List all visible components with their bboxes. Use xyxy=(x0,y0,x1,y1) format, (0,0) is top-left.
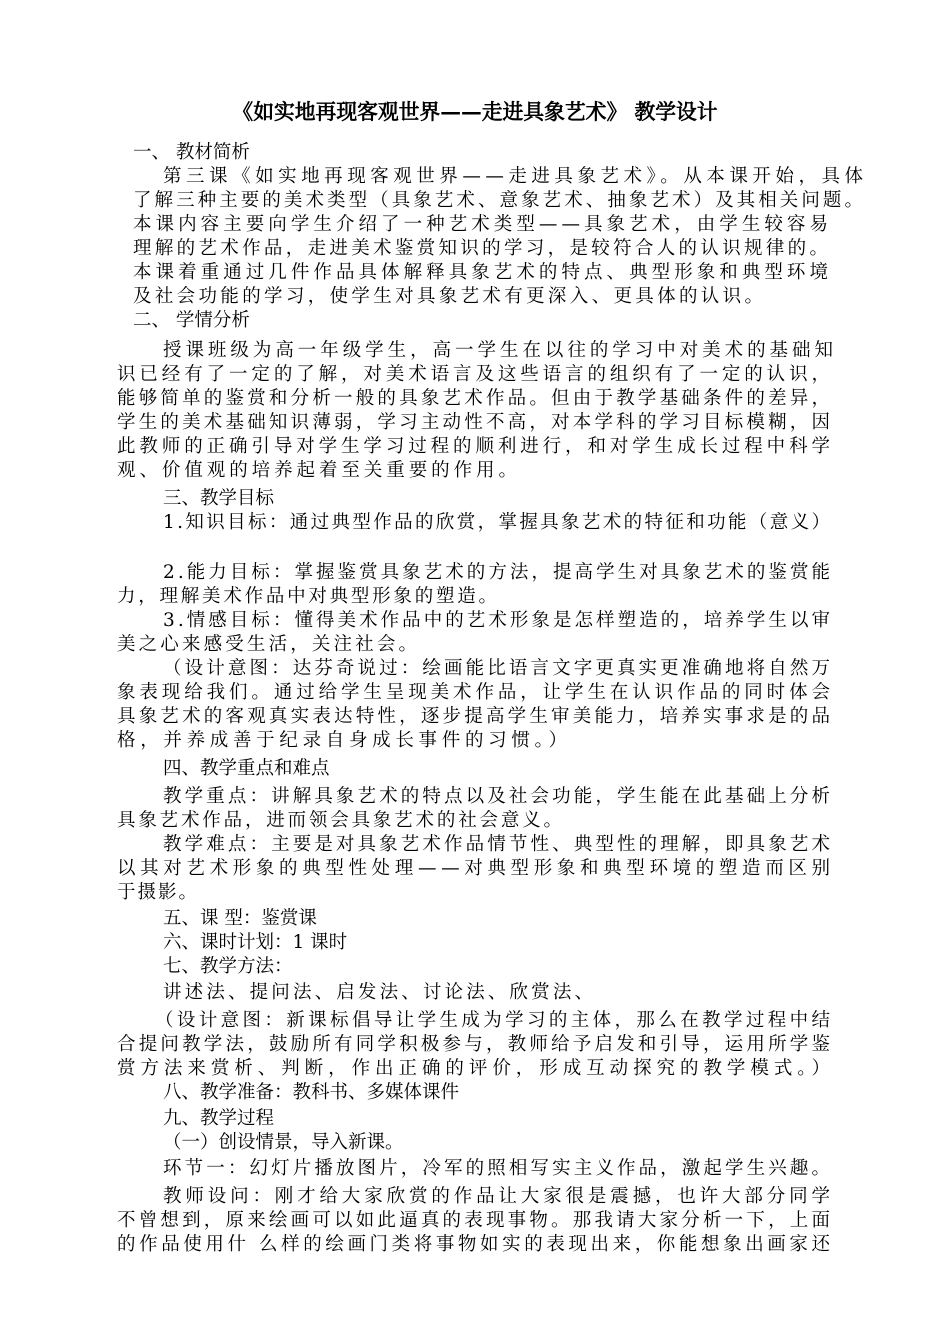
text-line: 了解三种主要的美术类型（具象艺术、意象艺术、抽象艺术）及其相关问题。 xyxy=(133,190,867,211)
text-line: （设计意图：新课标倡导让学生成为学习的主体，那么在教学过程中结 xyxy=(155,1010,834,1031)
document-title: 《如实地再现客观世界——走进具象艺术》 教学设计 xyxy=(232,99,718,124)
text-line: 美之心来感受生活，关注社会。 xyxy=(117,634,421,655)
text-line: 九、教学过程 xyxy=(163,1108,275,1129)
text-line: 识已经有了一定的了解，对美术语言及这些语言的组织有了一定的认识， xyxy=(117,364,834,385)
text-line: 一、 教材简析 xyxy=(133,142,250,163)
text-line: 合提问教学法，鼓励所有同学积极参与，教师给予启发和引导，运用所学鉴 xyxy=(117,1034,834,1055)
text-line: 七、教学方法： xyxy=(163,956,293,977)
text-line: 不曾想到，原来绘画可以如此逼真的表现事物。那我请大家分析一下，上面 xyxy=(117,1210,834,1231)
text-line: 于摄影。 xyxy=(117,882,199,903)
text-line: （设计意图：达芬奇说过：绘画能比语言文字更真实更准确地将自然万 xyxy=(163,658,834,679)
text-line: 理解的艺术作品，走进美术鉴赏知识的学习，是较符合人的认识规律的。 xyxy=(133,238,832,259)
text-line: 具象艺术的客观真实表达特性，逐步提高学生审美能力，培养实事求是的品 xyxy=(117,706,834,727)
text-line: 第三课《如实地再现客观世界——走进具象艺术》。从本课开始，具体 xyxy=(163,166,868,187)
text-line: 授课班级为高一年级学生，高一学生在以往的学习中对美术的基础知 xyxy=(163,340,837,361)
text-line: 格，并养成善于纪录自身成长事件的习惯。） xyxy=(117,730,572,751)
text-line: 本课内容主要向学生介绍了一种艺术类型——具象艺术，由学生较容易 xyxy=(133,214,833,235)
text-line: 学生的美术基础知识薄弱，学习主动性不高，对本学科的学习目标模糊，因 xyxy=(117,412,834,433)
text-line: 以其对艺术形象的典型性处理——对典型形象和典型环境的塑造而区别 xyxy=(117,858,835,879)
text-line: 具象艺术作品，进而领会具象艺术的社会意义。 xyxy=(117,810,565,831)
text-line: （一）创设情景，导入新课。 xyxy=(163,1132,404,1153)
text-line: 观、价值观的培养起着至关重要的作用。 xyxy=(117,460,521,481)
text-line: 2.能力目标：掌握鉴赏具象艺术的方法，提高学生对具象艺术的鉴赏能 xyxy=(163,562,834,583)
text-line: 三、教学目标 xyxy=(163,488,275,509)
text-line: 能够简单的鉴赏和分析一般的具象艺术作品。但由于教学基础条件的差异， xyxy=(117,388,834,409)
text-line: 讲述法、提问法、启发法、讨论法、欣赏法、 xyxy=(163,982,597,1003)
text-line: 力，理解美术作品中对典型形象的塑造。 xyxy=(117,586,500,607)
text-line: 教师设问：刚才给大家欣赏的作品让大家很是震撼，也许大部分同学 xyxy=(163,1186,834,1207)
text-line: 本课着重通过几件作品具体解释具象艺术的特点、典型形象和典型环境 xyxy=(133,262,833,283)
text-line: 环节一：幻灯片播放图片，冷军的照相写实主义作品，激起学生兴趣。 xyxy=(163,1158,834,1179)
text-line: 二、 学情分析 xyxy=(133,310,250,331)
text-line: 八、教学准备：教科书、多媒体课件 xyxy=(163,1082,460,1103)
text-line: 五、课 型：鉴赏课 xyxy=(163,908,317,929)
text-line: 赏方法来赏析、判断，作出正确的评价，形成互动探究的教学模式。） xyxy=(117,1058,835,1079)
text-line: 此教师的正确引导对学生学习过程的顺利进行，和对学生成长过程中科学 xyxy=(117,436,834,457)
text-line: 六、课时计划：1 课时 xyxy=(163,932,348,953)
text-line: 教学重点：讲解具象艺术的特点以及社会功能，学生能在此基础上分析 xyxy=(163,786,834,807)
text-line: 1.知识目标：通过典型作品的欣赏，掌握具象艺术的特征和功能（意义） xyxy=(163,512,833,533)
text-line: 3.情感目标：懂得美术作品中的艺术形象是怎样塑造的，培养学生以审 xyxy=(163,610,834,631)
text-line: 的作品使用什 么样的绘画门类将事物如实的表现出来，你能想象出画家还 xyxy=(117,1234,834,1255)
text-line: 四、教学重点和难点 xyxy=(163,758,330,779)
text-line: 及社会功能的学习，使学生对具象艺术有更深入、更具体的认识。 xyxy=(133,286,767,307)
text-line: 象表现给我们。通过给学生呈现美术作品，让学生在认识作品的同时体会 xyxy=(117,682,834,703)
text-line: 教学难点：主要是对具象艺术作品情节性、典型性的理解，即具象艺术 xyxy=(163,834,834,855)
